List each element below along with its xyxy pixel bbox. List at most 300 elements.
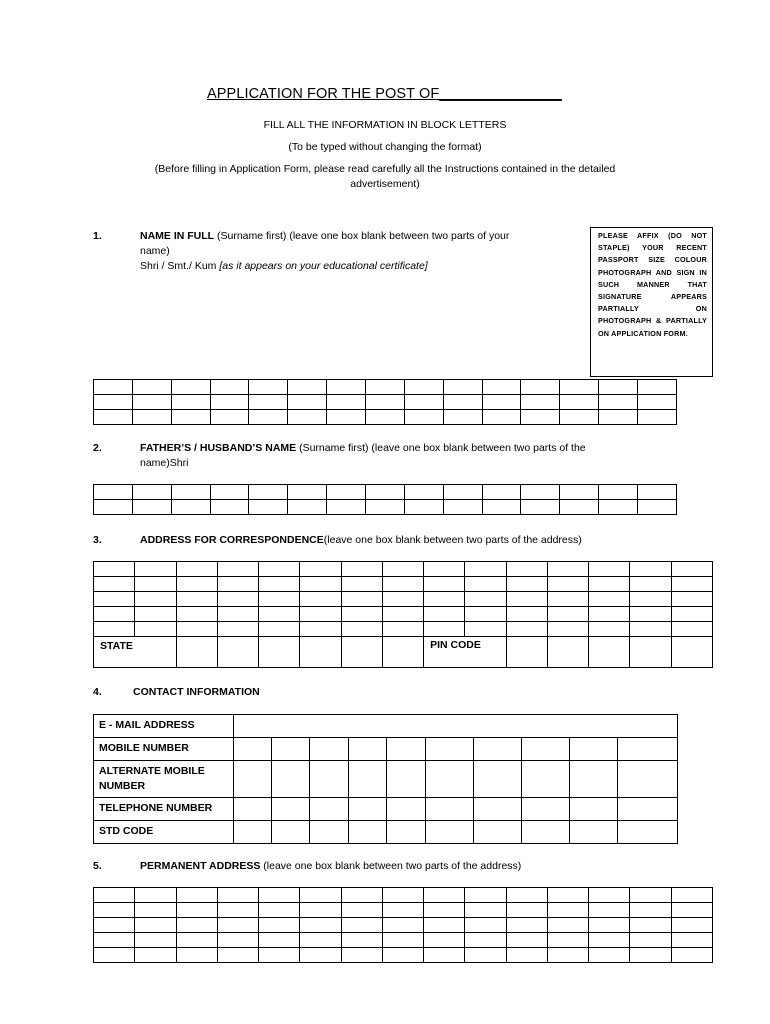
- permanent-address-letter-box[interactable]: [465, 918, 506, 933]
- state-letter-box[interactable]: [217, 637, 258, 668]
- std-digit-box[interactable]: [387, 821, 426, 844]
- address-letter-box[interactable]: [547, 562, 588, 577]
- address-letter-box[interactable]: [94, 592, 135, 607]
- pin-code-digit-box[interactable]: [671, 637, 712, 668]
- address-letter-box[interactable]: [547, 607, 588, 622]
- pin-code-digit-box[interactable]: [630, 637, 671, 668]
- permanent-address-letter-box[interactable]: [259, 888, 300, 903]
- section-5-number: 5.: [93, 860, 102, 872]
- address-letter-box[interactable]: [506, 622, 547, 637]
- permanent-address-letter-box[interactable]: [217, 933, 258, 948]
- telephone-digit-box[interactable]: [310, 798, 349, 821]
- address-letter-box[interactable]: [94, 607, 135, 622]
- state-letter-box[interactable]: [259, 637, 300, 668]
- permanent-address-letter-box[interactable]: [547, 933, 588, 948]
- father-name-letter-box[interactable]: [404, 500, 443, 515]
- address-letter-box[interactable]: [259, 562, 300, 577]
- address-letter-box[interactable]: [341, 577, 382, 592]
- std-digit-box[interactable]: [474, 821, 522, 844]
- father-name-letter-box[interactable]: [288, 500, 327, 515]
- permanent-address-letter-box[interactable]: [506, 918, 547, 933]
- address-letter-box[interactable]: [671, 577, 712, 592]
- permanent-address-letter-box[interactable]: [671, 918, 712, 933]
- address-letter-box[interactable]: [176, 622, 217, 637]
- name-letter-box[interactable]: [249, 380, 288, 395]
- address-letter-box[interactable]: [465, 607, 506, 622]
- address-letter-box[interactable]: [217, 562, 258, 577]
- address-letter-box[interactable]: [259, 592, 300, 607]
- name-letter-box[interactable]: [288, 395, 327, 410]
- name-letter-box[interactable]: [560, 380, 599, 395]
- address-letter-box[interactable]: [341, 607, 382, 622]
- permanent-address-letter-box[interactable]: [506, 888, 547, 903]
- address-letter-box[interactable]: [217, 577, 258, 592]
- address-letter-box[interactable]: [300, 562, 341, 577]
- father-name-letter-box[interactable]: [327, 485, 366, 500]
- father-name-letter-box[interactable]: [94, 500, 133, 515]
- address-letter-box[interactable]: [589, 607, 630, 622]
- permanent-address-letter-box[interactable]: [341, 903, 382, 918]
- permanent-address-letter-box[interactable]: [135, 888, 176, 903]
- permanent-address-letter-box[interactable]: [424, 918, 465, 933]
- name-letter-box[interactable]: [171, 410, 210, 425]
- telephone-digit-box[interactable]: [618, 798, 678, 821]
- permanent-address-letter-box[interactable]: [630, 918, 671, 933]
- address-letter-box[interactable]: [465, 622, 506, 637]
- telephone-digit-box[interactable]: [522, 798, 570, 821]
- father-name-letter-box[interactable]: [171, 485, 210, 500]
- name-letter-box[interactable]: [482, 410, 521, 425]
- father-name-letter-box[interactable]: [521, 485, 560, 500]
- permanent-address-letter-box[interactable]: [424, 948, 465, 963]
- name-letter-box[interactable]: [210, 410, 249, 425]
- father-name-letter-box[interactable]: [521, 500, 560, 515]
- contact-information-label: CONTACT INFORMATION: [133, 686, 260, 698]
- address-letter-box[interactable]: [589, 562, 630, 577]
- name-letter-box[interactable]: [249, 395, 288, 410]
- father-name-letter-box[interactable]: [560, 500, 599, 515]
- photo-box: [590, 227, 713, 377]
- father-name-letter-box[interactable]: [443, 485, 482, 500]
- address-letter-box[interactable]: [94, 562, 135, 577]
- permanent-address-letter-box[interactable]: [341, 918, 382, 933]
- permanent-address-letter-box[interactable]: [259, 918, 300, 933]
- permanent-address-letter-box[interactable]: [217, 948, 258, 963]
- address-letter-box[interactable]: [176, 577, 217, 592]
- permanent-address-letter-box[interactable]: [259, 948, 300, 963]
- telephone-digit-box[interactable]: [426, 798, 474, 821]
- state-letter-box[interactable]: [341, 637, 382, 668]
- email-field[interactable]: [234, 715, 678, 738]
- permanent-address-letter-box[interactable]: [135, 948, 176, 963]
- father-name-letter-box[interactable]: [560, 485, 599, 500]
- std-digit-box[interactable]: [272, 821, 310, 844]
- name-letter-box[interactable]: [482, 395, 521, 410]
- pin-code-digit-box[interactable]: [506, 637, 547, 668]
- telephone-digit-box[interactable]: [349, 798, 387, 821]
- address-letter-box[interactable]: [217, 607, 258, 622]
- permanent-address-letter-box[interactable]: [300, 933, 341, 948]
- mobile-digit-box[interactable]: [272, 738, 310, 761]
- permanent-address-letter-box[interactable]: [382, 903, 423, 918]
- telephone-digit-box[interactable]: [387, 798, 426, 821]
- address-letter-box[interactable]: [547, 592, 588, 607]
- name-letter-box[interactable]: [132, 395, 171, 410]
- name-letter-box[interactable]: [560, 395, 599, 410]
- permanent-address-letter-box[interactable]: [135, 933, 176, 948]
- address-letter-box[interactable]: [300, 622, 341, 637]
- name-letter-box[interactable]: [132, 410, 171, 425]
- permanent-address-letter-box[interactable]: [547, 948, 588, 963]
- mobile-digit-box[interactable]: [570, 738, 618, 761]
- permanent-address-letter-box[interactable]: [300, 948, 341, 963]
- permanent-address-letter-box[interactable]: [94, 888, 135, 903]
- correspondence-address-grid: [93, 561, 713, 668]
- name-letter-box[interactable]: [327, 380, 366, 395]
- permanent-address-letter-box[interactable]: [217, 903, 258, 918]
- name-letter-box[interactable]: [327, 410, 366, 425]
- address-letter-box[interactable]: [176, 562, 217, 577]
- permanent-address-letter-box[interactable]: [94, 918, 135, 933]
- alt-mobile-digit-box[interactable]: [474, 761, 522, 798]
- permanent-address-letter-box[interactable]: [465, 888, 506, 903]
- name-letter-box[interactable]: [171, 395, 210, 410]
- alt-mobile-digit-box[interactable]: [387, 761, 426, 798]
- mobile-digit-box[interactable]: [522, 738, 570, 761]
- address-letter-box[interactable]: [630, 592, 671, 607]
- name-letter-box[interactable]: [404, 380, 443, 395]
- permanent-address-letter-box[interactable]: [94, 933, 135, 948]
- state-letter-box[interactable]: [300, 637, 341, 668]
- mobile-digit-box[interactable]: [426, 738, 474, 761]
- name-letter-box[interactable]: [249, 410, 288, 425]
- telephone-digit-box[interactable]: [234, 798, 272, 821]
- mobile-digit-box[interactable]: [387, 738, 426, 761]
- address-letter-box[interactable]: [506, 577, 547, 592]
- father-name-letter-box[interactable]: [404, 485, 443, 500]
- telephone-digit-box[interactable]: [474, 798, 522, 821]
- alt-mobile-digit-box[interactable]: [272, 761, 310, 798]
- name-letter-box[interactable]: [638, 410, 677, 425]
- name-letter-box[interactable]: [404, 410, 443, 425]
- std-digit-box[interactable]: [522, 821, 570, 844]
- permanent-address-letter-box[interactable]: [589, 888, 630, 903]
- address-letter-box[interactable]: [341, 592, 382, 607]
- address-letter-box[interactable]: [589, 622, 630, 637]
- name-letter-box[interactable]: [599, 380, 638, 395]
- name-letter-box[interactable]: [521, 380, 560, 395]
- father-name-letter-box[interactable]: [327, 500, 366, 515]
- telephone-digit-box[interactable]: [272, 798, 310, 821]
- alt-mobile-digit-box[interactable]: [349, 761, 387, 798]
- permanent-address-letter-box[interactable]: [94, 903, 135, 918]
- permanent-address-letter-box[interactable]: [300, 903, 341, 918]
- address-letter-box[interactable]: [382, 607, 423, 622]
- address-letter-box[interactable]: [382, 592, 423, 607]
- permanent-address-letter-box[interactable]: [176, 933, 217, 948]
- name-letter-box[interactable]: [482, 380, 521, 395]
- father-name-letter-box[interactable]: [638, 485, 677, 500]
- name-letter-box[interactable]: [560, 410, 599, 425]
- permanent-address-letter-box[interactable]: [589, 933, 630, 948]
- name-letter-box[interactable]: [210, 395, 249, 410]
- section-5-label: [140, 859, 521, 874]
- name-letter-box[interactable]: [94, 395, 133, 410]
- mobile-digit-box[interactable]: [618, 738, 678, 761]
- name-letter-box[interactable]: [288, 410, 327, 425]
- permanent-address-letter-box[interactable]: [506, 903, 547, 918]
- permanent-address-letter-box[interactable]: [176, 918, 217, 933]
- name-letter-box[interactable]: [521, 410, 560, 425]
- father-name-letter-box[interactable]: [171, 500, 210, 515]
- address-letter-box[interactable]: [589, 592, 630, 607]
- state-letter-box[interactable]: [382, 637, 423, 668]
- address-letter-box[interactable]: [547, 577, 588, 592]
- name-in-full-label: NAME IN FULL: [140, 230, 215, 242]
- father-name-letter-box[interactable]: [366, 500, 405, 515]
- address-letter-box[interactable]: [506, 592, 547, 607]
- pin-code-digit-box[interactable]: [589, 637, 630, 668]
- address-letter-box[interactable]: [382, 622, 423, 637]
- std-digit-box[interactable]: [618, 821, 678, 844]
- name-in-full-instruction-cont: name): [140, 245, 170, 257]
- address-letter-box[interactable]: [94, 577, 135, 592]
- father-name-letter-box[interactable]: [210, 500, 249, 515]
- permanent-address-letter-box[interactable]: [176, 948, 217, 963]
- permanent-address-letter-box[interactable]: [259, 933, 300, 948]
- alt-mobile-digit-box[interactable]: [234, 761, 272, 798]
- address-letter-box[interactable]: [589, 577, 630, 592]
- address-letter-box[interactable]: [671, 562, 712, 577]
- father-name-letter-box[interactable]: [249, 485, 288, 500]
- mobile-digit-box[interactable]: [474, 738, 522, 761]
- father-name-letter-box[interactable]: [443, 500, 482, 515]
- permanent-address-letter-box[interactable]: [671, 948, 712, 963]
- permanent-address-letter-box[interactable]: [341, 933, 382, 948]
- address-letter-box[interactable]: [135, 607, 176, 622]
- father-name-letter-box[interactable]: [366, 485, 405, 500]
- address-letter-box[interactable]: [630, 562, 671, 577]
- address-row: [94, 622, 713, 637]
- permanent-address-letter-box[interactable]: [424, 888, 465, 903]
- name-letter-box[interactable]: [404, 395, 443, 410]
- address-letter-box[interactable]: [300, 577, 341, 592]
- permanent-address-letter-box[interactable]: [176, 903, 217, 918]
- name-letter-box[interactable]: [599, 395, 638, 410]
- permanent-address-letter-box[interactable]: [217, 918, 258, 933]
- father-name-letter-box[interactable]: [482, 485, 521, 500]
- std-digit-box[interactable]: [570, 821, 618, 844]
- permanent-address-letter-box[interactable]: [424, 903, 465, 918]
- permanent-address-letter-box[interactable]: [465, 948, 506, 963]
- permanent-address-letter-box[interactable]: [547, 903, 588, 918]
- alt-mobile-digit-box[interactable]: [426, 761, 474, 798]
- alternate-mobile-row: [94, 761, 678, 798]
- father-name-letter-box[interactable]: [599, 485, 638, 500]
- alt-mobile-digit-box[interactable]: [618, 761, 678, 798]
- name-letter-box[interactable]: [443, 380, 482, 395]
- permanent-address-letter-box[interactable]: [341, 948, 382, 963]
- std-digit-box[interactable]: [349, 821, 387, 844]
- permanent-address-letter-box[interactable]: [671, 903, 712, 918]
- std-code-row: [94, 821, 678, 844]
- father-name-letter-box[interactable]: [94, 485, 133, 500]
- address-letter-box[interactable]: [424, 622, 465, 637]
- address-letter-box[interactable]: [341, 562, 382, 577]
- permanent-address-letter-box[interactable]: [589, 903, 630, 918]
- std-digit-box[interactable]: [234, 821, 272, 844]
- name-letter-box[interactable]: [366, 395, 405, 410]
- permanent-address-letter-box[interactable]: [547, 918, 588, 933]
- father-name-letter-box[interactable]: [210, 485, 249, 500]
- address-letter-box[interactable]: [506, 562, 547, 577]
- permanent-address-letter-box[interactable]: [424, 933, 465, 948]
- name-letter-box[interactable]: [638, 395, 677, 410]
- mobile-digit-box[interactable]: [310, 738, 349, 761]
- address-letter-box[interactable]: [135, 577, 176, 592]
- address-letter-box[interactable]: [135, 592, 176, 607]
- permanent-address-letter-box[interactable]: [382, 918, 423, 933]
- address-letter-box[interactable]: [424, 577, 465, 592]
- address-letter-box[interactable]: [217, 592, 258, 607]
- permanent-address-letter-box[interactable]: [135, 918, 176, 933]
- address-letter-box[interactable]: [300, 592, 341, 607]
- address-letter-box[interactable]: [259, 577, 300, 592]
- name-letter-box[interactable]: [366, 380, 405, 395]
- permanent-address-letter-box[interactable]: [382, 948, 423, 963]
- address-letter-box[interactable]: [94, 622, 135, 637]
- permanent-address-letter-box[interactable]: [259, 903, 300, 918]
- address-letter-box[interactable]: [465, 592, 506, 607]
- address-letter-box[interactable]: [176, 607, 217, 622]
- name-letter-box[interactable]: [288, 380, 327, 395]
- address-letter-box[interactable]: [465, 562, 506, 577]
- address-letter-box[interactable]: [382, 562, 423, 577]
- address-letter-box[interactable]: [259, 622, 300, 637]
- pin-code-digit-box[interactable]: [547, 637, 588, 668]
- permanent-address-letter-box[interactable]: [217, 888, 258, 903]
- address-letter-box[interactable]: [671, 592, 712, 607]
- name-letter-box[interactable]: [327, 395, 366, 410]
- permanent-address-letter-box[interactable]: [135, 903, 176, 918]
- name-letter-box[interactable]: [443, 395, 482, 410]
- alt-mobile-digit-box[interactable]: [310, 761, 349, 798]
- permanent-address-letter-box[interactable]: [506, 948, 547, 963]
- father-name-letter-box[interactable]: [249, 500, 288, 515]
- name-letter-box[interactable]: [171, 380, 210, 395]
- permanent-address-letter-box[interactable]: [382, 933, 423, 948]
- address-letter-box[interactable]: [424, 592, 465, 607]
- photo-instruction: PLEASE AFFIX (DO NOT STAPLE) YOUR RECENT PASSPORT SIZE COLOUR PHOTOGRAPH AND SIGN IN SUCH MANNER THAT SIGNATURE APPEARS PARTIALLY ON PHOTOGRAPH & PARTIALLY ON APPLICATION FORM.: [598, 231, 707, 338]
- address-letter-box[interactable]: [135, 562, 176, 577]
- address-letter-box[interactable]: [424, 607, 465, 622]
- permanent-address-letter-box[interactable]: [671, 888, 712, 903]
- email-label: E - MAIL ADDRESS: [94, 715, 234, 738]
- permanent-address-letter-box[interactable]: [630, 888, 671, 903]
- address-letter-box[interactable]: [671, 607, 712, 622]
- mobile-digit-box[interactable]: [349, 738, 387, 761]
- address-letter-box[interactable]: [671, 622, 712, 637]
- address-letter-box[interactable]: [341, 622, 382, 637]
- state-pin-row: [94, 637, 713, 668]
- address-letter-box[interactable]: [465, 577, 506, 592]
- grid-row: [94, 933, 713, 948]
- permanent-address-letter-box[interactable]: [506, 933, 547, 948]
- permanent-address-letter-box[interactable]: [589, 918, 630, 933]
- address-row: [94, 577, 713, 592]
- permanent-address-letter-box[interactable]: [341, 888, 382, 903]
- name-letter-box[interactable]: [521, 395, 560, 410]
- father-name-letter-box[interactable]: [288, 485, 327, 500]
- address-letter-box[interactable]: [300, 607, 341, 622]
- address-letter-box[interactable]: [506, 607, 547, 622]
- permanent-address-letter-box[interactable]: [630, 933, 671, 948]
- state-letter-box[interactable]: [176, 637, 217, 668]
- alternate-mobile-label: ALTERNATE MOBILE NUMBER: [94, 761, 234, 798]
- mobile-number-row: [94, 738, 678, 761]
- address-letter-box[interactable]: [135, 622, 176, 637]
- telephone-digit-box[interactable]: [570, 798, 618, 821]
- address-letter-box[interactable]: [176, 592, 217, 607]
- father-name-letter-box[interactable]: [132, 500, 171, 515]
- address-letter-box[interactable]: [424, 562, 465, 577]
- mobile-digit-box[interactable]: [234, 738, 272, 761]
- father-name-letter-box[interactable]: [638, 500, 677, 515]
- permanent-address-grid: [93, 887, 713, 963]
- permanent-address-letter-box[interactable]: [176, 888, 217, 903]
- alt-mobile-digit-box[interactable]: [570, 761, 618, 798]
- permanent-address-instruction: (leave one box blank between two parts of the address): [260, 860, 522, 872]
- grid-row: [94, 410, 677, 425]
- std-digit-box[interactable]: [310, 821, 349, 844]
- permanent-address-letter-box[interactable]: [589, 948, 630, 963]
- instruction-read-line2: advertisement): [350, 178, 420, 190]
- name-letter-box[interactable]: [94, 380, 133, 395]
- father-name-letter-box[interactable]: [599, 500, 638, 515]
- permanent-address-letter-box[interactable]: [547, 888, 588, 903]
- permanent-address-letter-box[interactable]: [630, 948, 671, 963]
- father-name-letter-box[interactable]: [482, 500, 521, 515]
- name-letter-box[interactable]: [94, 410, 133, 425]
- address-letter-box[interactable]: [217, 622, 258, 637]
- name-letter-box[interactable]: [132, 380, 171, 395]
- address-letter-box[interactable]: [259, 607, 300, 622]
- grid-row: [94, 918, 713, 933]
- permanent-address-letter-box[interactable]: [671, 933, 712, 948]
- address-letter-box[interactable]: [382, 577, 423, 592]
- permanent-address-letter-box[interactable]: [465, 933, 506, 948]
- permanent-address-letter-box[interactable]: [630, 903, 671, 918]
- name-letter-box[interactable]: [443, 410, 482, 425]
- address-letter-box[interactable]: [547, 622, 588, 637]
- permanent-address-letter-box[interactable]: [94, 948, 135, 963]
- name-letter-box[interactable]: [638, 380, 677, 395]
- name-letter-box[interactable]: [599, 410, 638, 425]
- instruction-format: (To be typed without changing the format): [288, 141, 482, 153]
- address-letter-box[interactable]: [630, 607, 671, 622]
- std-digit-box[interactable]: [426, 821, 474, 844]
- address-letter-box[interactable]: [630, 577, 671, 592]
- address-letter-box[interactable]: [630, 622, 671, 637]
- name-letter-box[interactable]: [366, 410, 405, 425]
- alt-mobile-digit-box[interactable]: [522, 761, 570, 798]
- permanent-address-letter-box[interactable]: [382, 888, 423, 903]
- father-name-letter-box[interactable]: [132, 485, 171, 500]
- permanent-address-letter-box[interactable]: [300, 888, 341, 903]
- permanent-address-letter-box[interactable]: [300, 918, 341, 933]
- name-letter-box[interactable]: [210, 380, 249, 395]
- permanent-address-letter-box[interactable]: [465, 903, 506, 918]
